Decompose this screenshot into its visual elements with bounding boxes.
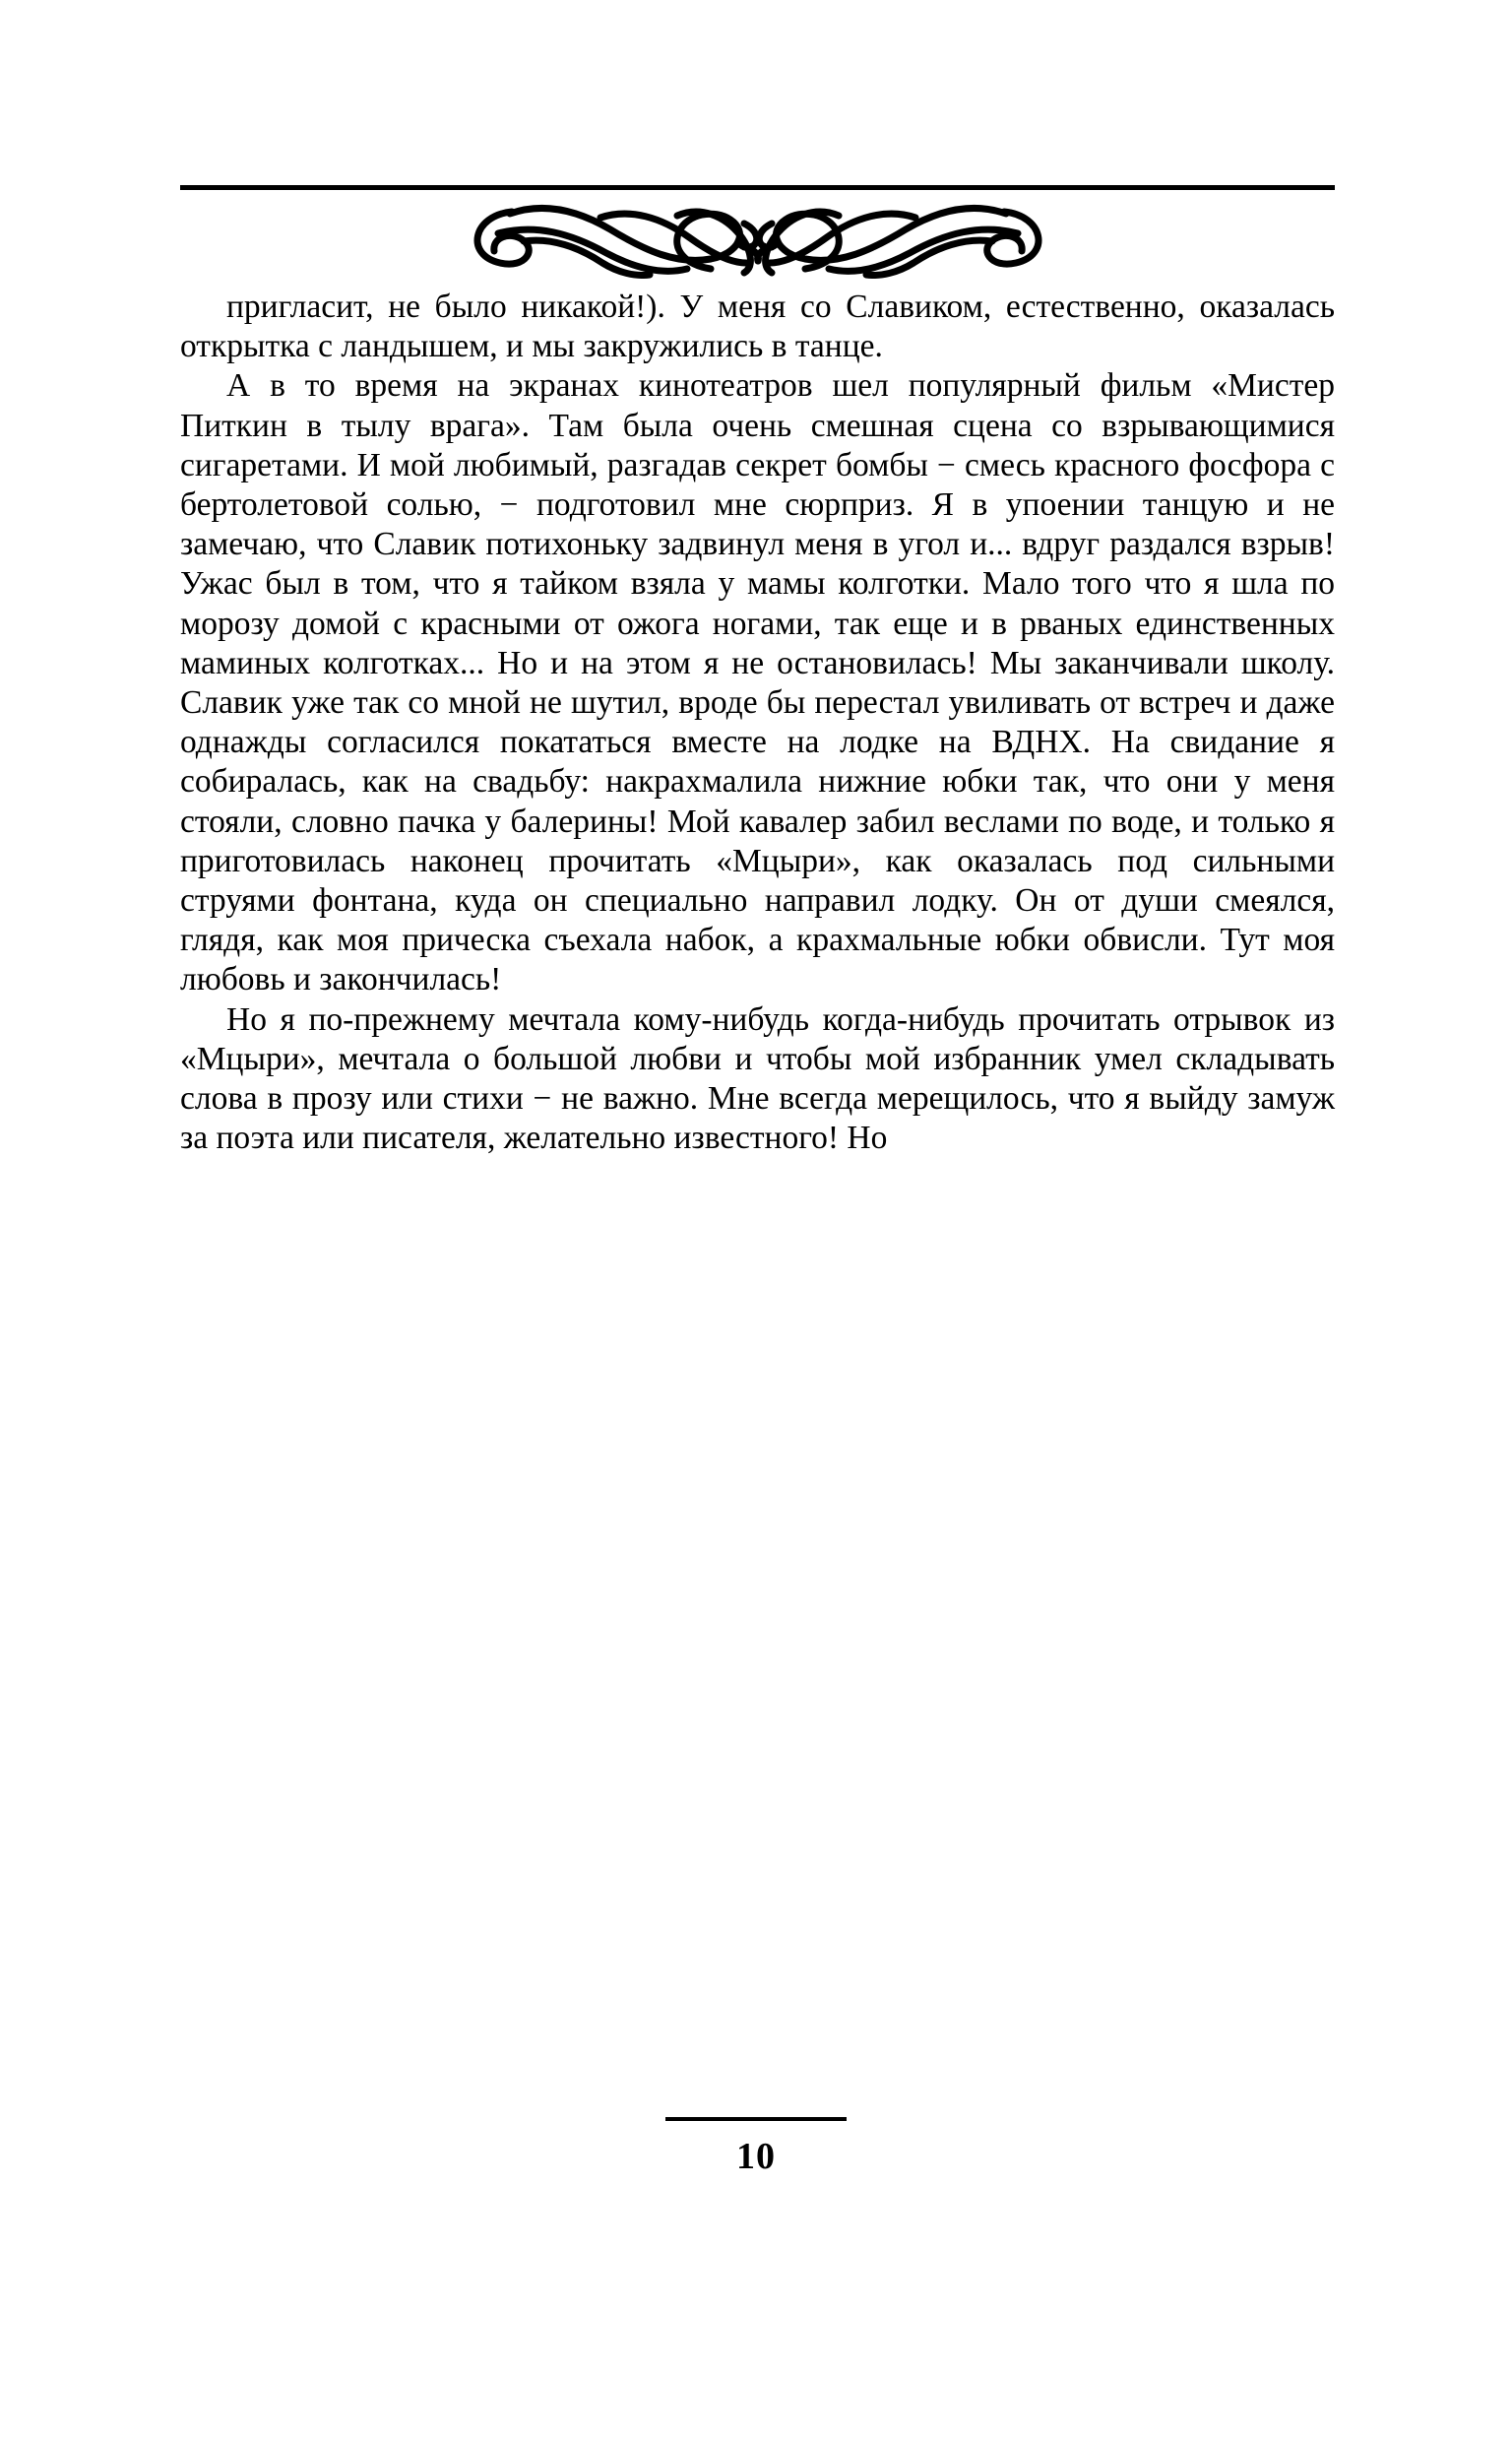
page-header bbox=[180, 185, 1335, 293]
paragraph-2: А в то время на экранах кинотеатров шел популярный фильм «Мистер Питкин в тылу врага». Там была очень смешная сцена со взрывающимися сигаретами. И мой любимый, разгадав секрет бомбы − смесь красного фосфора с бертолетовой солью, − подготовил мне сюрприз. Я в упоении танцую и не замечаю, что Славик потихоньку задвинул меня в угол и... вдруг раздался взрыв! Ужас был в том, что я тайком взяла у мамы колготки. Мало того что я шла по морозу домой с красными от ожога ногами, так еще и в рваных единственных маминых колготках... Но и на этом я не остановилась! Мы заканчивали школу. Славик уже так со мной не шутил, вроде бы перестал увиливать от встреч и даже однажды согласился покататься вместе на лодке на ВДНХ. На свидание я собиралась, как на свадьбу: накрахмалила нижние юбки так, что они у меня стояли, словно пачка у балерины! Мой кавалер забил веслами по воде, и только я приготовилась наконец прочитать «Мцыри», как оказалась под сильными струями фонтана, куда он специально направил лодку. Он от души смеялся, глядя, как моя прическа съехала набок, а крахмальные юбки обвисли. Тут моя любовь и закончилась! bbox=[180, 367, 1335, 998]
paragraph-1: пригласит, не было никакой!). У меня со Славиком, естественно, оказалась открытка с ландышем, и мы закружились в танце. bbox=[180, 289, 1335, 365]
page-number: 10 bbox=[736, 2136, 776, 2177]
page-footer bbox=[0, 2117, 1512, 2178]
page-body-text bbox=[180, 288, 1335, 1158]
paragraph-3: Но я по-прежнему мечтала кому-нибудь когда-нибудь прочитать отрывок из «Мцыри», мечтала о большой любви и чтобы мой избранник умел складывать слова в прозу или стихи − не важно. Мне всегда мерещилось, что я выйду замуж за поэта или писателя, желательно известного! Но bbox=[180, 1000, 1335, 1157]
calligraphic-flourish-ornament bbox=[453, 190, 1063, 279]
footer-horizontal-rule bbox=[665, 2117, 847, 2121]
